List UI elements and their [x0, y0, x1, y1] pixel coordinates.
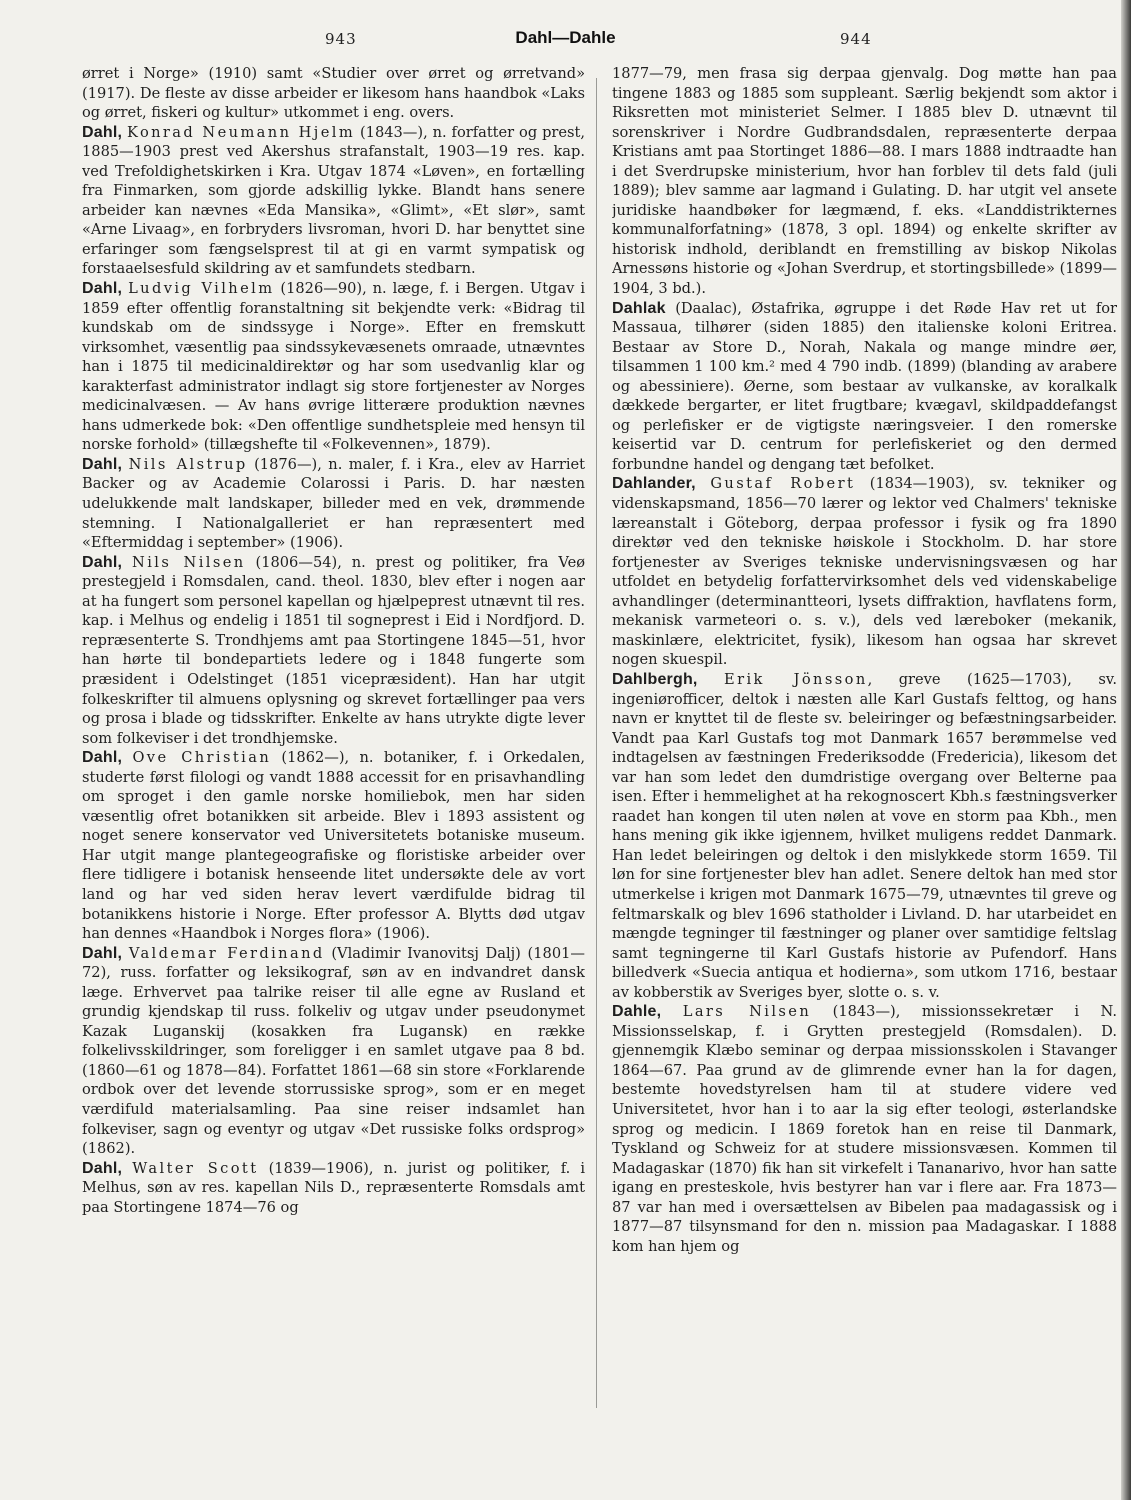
encyclopedia-entry: [82, 748, 585, 943]
encyclopedia-entry: [82, 123, 585, 279]
entry-headword: Dahl,: [82, 123, 123, 141]
encyclopedia-entry: [82, 1159, 585, 1218]
entry-headword: Dahl,: [82, 280, 123, 298]
entry-text: (1862—), n. botaniker, f. i Orkedalen, studerte først filologi og vandt 1888 accessit for en prisavhandling om sproget i den gamle norske homiliebok, men har siden væsentlig ofret botanikken sit arbeide. Blev i 1893 assistent og noget senere konservator ved Universitetets botaniske museum. Har utgit mange plantegeografiske og floristiske arbeider over flere tidligere i botanisk henseende litet undersøkte dele av vort land og har ved siden herav levert værdifulde bidrag til botanikkens historie i Norge. Efter professor A. Blytts død utgav han dennes «Haandbok i Norges flora» (1906).: [82, 749, 585, 943]
entry-text: (1826—90), n. læge, f. i Bergen. Utgav i 1859 efter offentlig foranstaltning sit bekjendte verk: «Bidrag til kundskab om de sindssyge i Norge». Efter en fremskutt virksomhet, væsentlig paa sindssykevæsenets omraade, utnævntes han i 1875 til medicinaldirektør og har som usedvanlig klar og karakterfast administrator indlagt sig store fortjenester av Norges medicinalvæsen. — Av hans øvrige litterære produktion nævnes hans udmerkede bok: «Den offentlige sundhetspleie med hensyn til norske forhold» (tillægshefte til «Folkevennen», 1879).: [82, 280, 585, 454]
entry-given-names: Gustaf Robert: [710, 475, 856, 493]
entry-continuation: [612, 64, 1117, 299]
encyclopedia-entry: [612, 299, 1117, 475]
left-page-number: 943: [325, 30, 357, 48]
entry-given-names: Konrad Neumann Hjelm: [127, 123, 356, 141]
entry-text: (Daalac), Østafrika, øgruppe i det Røde Hav ret ut for Massaua, tilhører (siden 1885) den italienske koloni Eritrea. Bestaar av Store D., Norah, Nakala og mange mindre øer, tilsammen 1 100 km.² med 4 790 indb. (1899) (blanding av arabere og abessiniere). Øerne, som bestaar av vulkanske, av koralkalk dækkede bergarter, er litet frugtbare; kvægavl, skildpaddefangst og perlefisker er de vigtigste næringsveier. I den romerske keisertid var D. centrum for perlefiskeriet og den dermed forbundne handel og dengang tæt befolket.: [612, 299, 1117, 473]
running-title: Dahl—Dahle: [515, 28, 616, 47]
entry-given-names: Lars Nilsen: [682, 1003, 812, 1021]
entry-headword: Dahl,: [82, 1159, 123, 1177]
left-column: [82, 64, 585, 1424]
entry-headword: Dahl,: [82, 944, 123, 962]
entry-continuation: [82, 64, 585, 123]
entry-text: ørret i Norge» (1910) samt «Studier over ørret og ørretvand» (1917). De fleste av disse arbeider er likesom hans haandbok «Laks og ørret, fiskeri og kultur» utkommet i eng. overs.: [82, 65, 585, 122]
entry-headword: Dahl,: [82, 455, 123, 473]
entry-text: (Vladimir Ivanovitsj Dalj) (1801—72), russ. forfatter og leksikograf, søn av en indvandret dansk læge. Erhvervet paa talrike reiser til alle egne av Rusland et grundig kjendskap til russ. folkeliv og utgav under pseudonymet Kazak Luganskij (kosakken fra Lugansk) en række folkelivsskildringer, som foreligger i en samlet utgave paa 8 bd. (1860—61 og 1878—84). Forfattet 1861—68 sin store «Forklarende ordbok over det levende storrussiske sprog», som er en meget værdifuld materialsamling. Paa sine reiser indsamlet han folkeviser, sagn og eventyr og utgav «Det russiske folks ordsprog» (1862).: [82, 944, 585, 1158]
entry-text: (1843—), n. forfatter og prest, 1885—1903 prest ved Akershus strafanstalt, 1903—19 res. kap. ved Trefoldighetskirken i Kra. Utgav 1874 «Løven», en fortælling fra Finmarken, som gjorde adskillig lykke. Blandt hans senere arbeider kan nævnes «Eda Mansika», «Glimt», «Et slør», samt «Arne Livaag», en forbryders livsroman, hvori D. har benyttet sine erfaringer som fængselsprest til at gi en varmt sympatisk og forstaaelsesfuld skildring av et samfundets stedbarn.: [82, 123, 585, 278]
column-divider: [596, 78, 597, 1408]
encyclopedia-entry: [612, 670, 1117, 1002]
entry-text: (1839—1906), n. jurist og politiker, f. i Melhus, søn av res. kapellan Nils D., repræsenterte Romsdals amt paa Stortingene 1874—76 og: [82, 1159, 585, 1216]
entry-given-names: Nils Nilsen: [132, 553, 246, 571]
encyclopedia-entry: [82, 455, 585, 553]
entry-headword: Dahl,: [82, 553, 123, 571]
entry-given-names: Valdemar Ferdinand: [128, 944, 325, 962]
page-edge-shadow: [1121, 0, 1131, 1500]
entry-text: , greve (1625—1703), sv. ingeniørofficer, deltok i næsten alle Karl Gustafs felttog, og hans navn er knyttet til de fleste sv. beleiringer og befæstningsarbeider. Vandt paa Karl Gustafs tog mot Danmark 1657 berømmelse ved indtagelsen av fæstningen Frederiksodde (Fredericia), likesom det var han som ledet den dumdristige overgang over Belterne paa isen. Efter i hemmelighet at ha rekognoscert Kbh.s fæstningsverker raadet han kongen til uten nølen at vove en storm paa Kbh., men hans mening gik ikke igjennem, hvilket muligens reddet Danmark. Han ledet beleiringen og deltok i den mislykkede storm 1659. Til løn for sine fortjenester blev han adlet. Senere deltok han med stor utmerkelse i krigen mot Danmark 1675—79, utnævntes til greve og feltmarskalk og blev 1696 statholder i Livland. D. har utarbeidet en mængde tegninger til fæstninger og planer over samtidige feltslag samt tegningerne til Karl Gustafs historie av Pufendorf. Hans billedverk «Suecia antiqua et hodierna», som utkom 1716, bestaar av kobberstik av Sveriges byer, slotte o. s. v.: [612, 670, 1117, 1001]
entry-headword: Dahlak: [612, 299, 666, 317]
entry-headword: Dahlander,: [612, 475, 696, 493]
page-header: [0, 30, 1131, 54]
encyclopedia-entry: [612, 1002, 1117, 1256]
right-page-number: 944: [840, 30, 872, 48]
encyclopedia-entry: [82, 944, 585, 1159]
entry-given-names: Ludvig Vilhelm: [128, 280, 275, 298]
entry-given-names: Ove Christian: [132, 749, 272, 767]
entry-given-names: Nils Alstrup: [128, 455, 248, 473]
encyclopedia-entry: [82, 553, 585, 748]
entry-headword: Dahl,: [82, 749, 123, 767]
entry-given-names: Erik Jönsson: [724, 670, 868, 688]
entry-text: (1806—54), n. prest og politiker, fra Veø prestegjeld i Romsdalen, cand. theol. 1830, blev efter i nogen aar at ha fungert som personel kapellan og hjælpeprest utnævnt til res. kap. i Melhus og endelig i 1851 til sogneprest i Eid i Nordfjord. D. repræsenterte S. Trondhjems amt paa Stortingene 1845—51, hvor han hørte til bondepartiets ledere og i 1848 fungerte som præsident i Odelstinget (1851 vicepræsident). Han har utgit folkeskrifter til almuens oplysning og skrevet fortællinger paa vers og prosa i blade og tidsskrifter. Enkelte av hans utrykte digte lever som folkeviser i det trondhjemske.: [82, 553, 585, 747]
encyclopedia-entry: [612, 474, 1117, 669]
entry-text: 1877—79, men frasa sig derpaa gjenvalg. Dog møtte han paa tingene 1883 og 1885 som suppleant. Særlig bekjendt som aktor i Riksretten mot ministeriet Selmer. I 1885 blev D. utnævnt til sorenskriver i Nordre Gudbrandsdalen, repræsenterte derpaa Kristians amt paa Stortinget 1886—88. I mars 1888 indtraadte han i det Sverdrupske ministerium, hvor han forblev til dets fald (juli 1889); blev samme aar lagmand i Gulating. D. har utgit vel ansete juridiske haandbøker for lægmænd, f. eks. «Landdistrikternes kommunalforfatning» (1878, 3 opl. 1894) og enkelte skrifter av historisk indhold, deriblandt en fremstilling av biskop Nikolas Arnessøns historie og «Johan Sverdrup, et stortingsbillede» (1899—1904, 3 bd.).: [612, 65, 1117, 298]
entry-text: (1843—), missionssekretær i N. Missionsselskap, f. i Grytten prestegjeld (Romsdalen). D. gjennemgik Klæbo seminar og derpaa missionsskolen i Stavanger 1864—67. Paa grund av de glimrende evner han la for dagen, bestemte hovedstyrelsen ham til at studere videre ved Universitetet, hvor han i to aar la sig efter teologi, østerlandske sprog og medicin. I 1869 foretok han en reise til Danmark, Tyskland og Schweiz for at studere missionsvæsen. Kommen til Madagaskar (1870) fik han sit virkefelt i Tananarivo, hvor han satte igang en presteskole, hvis bestyrer han var i flere aar. Fra 1873—87 var han med i oversættelsen av Bibelen paa madagassisk og i 1877—87 tilsynsmand for den n. mission paa Madagaskar. I 1888 kom han hjem og: [612, 1003, 1117, 1255]
entry-text: (1834—1903), sv. tekniker og videnskapsmand, 1856—70 lærer og lektor ved Chalmers' tekniske læreanstalt i Göteborg, derpaa professor i fysik og fra 1890 direktør ved den tekniske høiskole i Stockholm. D. har store fortjenester av Sveriges tekniske undervisningsvæsen og har utfoldet en betydelig forfattervirksomhet dels ved videnskabelige avhandlinger (determinantteori, lysets diffraktion, havflatens form, mekanisk varmeteori o. s. v.), dels ved læreboker (mekanik, maskinlære, elektricitet, fysik), likesom han ogsaa har skrevet nogen skuespil.: [612, 475, 1117, 669]
encyclopedia-entry: [82, 279, 585, 455]
entry-text: (1876—), n. maler, f. i Kra., elev av Harriet Backer og av Academie Colarossi i Paris. D. har næsten udelukkende malt landskaper, billeder med en vek, drømmende stemning. I Nationalgalleriet er han repræsentert med «Eftermiddag i september» (1906).: [82, 455, 585, 552]
entry-headword: Dahlbergh,: [612, 670, 698, 688]
right-column: [612, 64, 1117, 1424]
entry-headword: Dahle,: [612, 1003, 662, 1021]
entry-given-names: Walter Scott: [132, 1159, 259, 1177]
